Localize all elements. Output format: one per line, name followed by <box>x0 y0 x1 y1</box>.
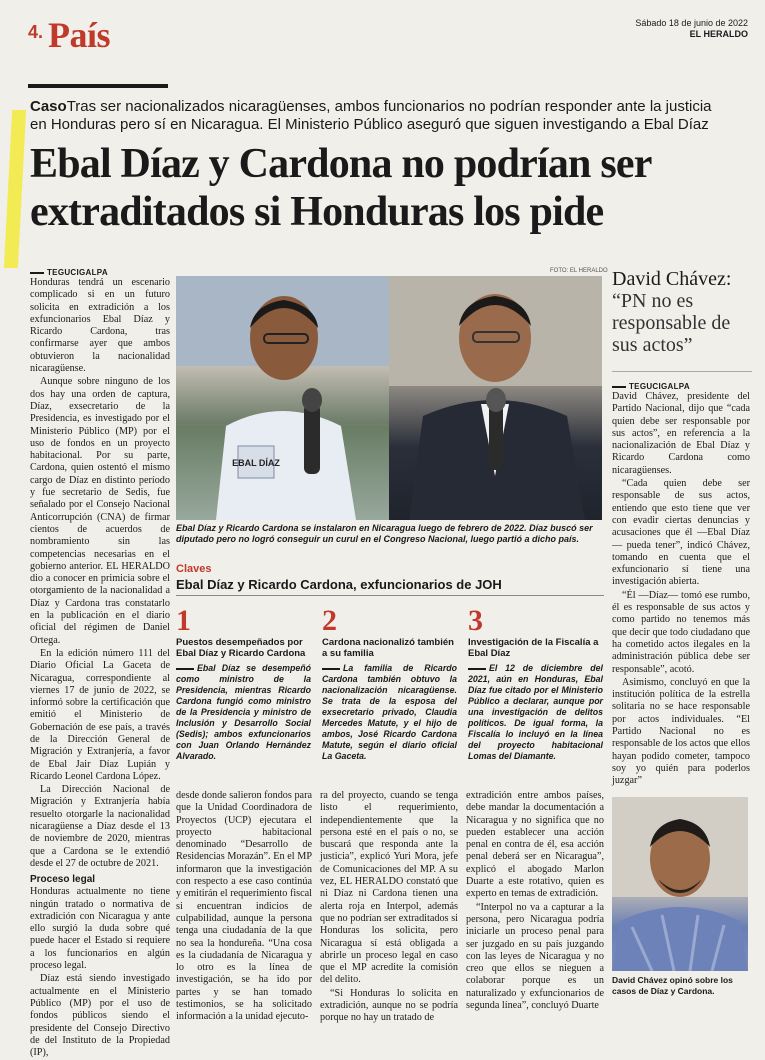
header-rule <box>28 84 168 88</box>
article-column-2 <box>176 790 312 1025</box>
clave-body: La familia de Ricardo Cardona también obtuvo la nacionalización nicaragüense. Se trata de la esposa del exsecretario privado, Claudia Mercedes Matute, y el hijo de ambos, José Ricardo Cardona Matute, según el diario oficial La Gaceta. <box>322 663 457 761</box>
clave-heading: Puestos desempeñados por Ebal Díaz y Ricardo Cardona <box>176 637 306 659</box>
photo-ricardo-cardona-illustration <box>389 276 602 520</box>
sidebar-name: David Chávez: <box>612 268 732 290</box>
paragraph: “Interpol no va a capturar a la persona, pero Nicaragua podría iniciarle un proceso penal para ser juzgado en su país juzgando con las leyes de Nicaragua y no creo que ellos se nieguen a colaborar porque es un naturalizado y exfuncionarios de segunda línea”, concluyó Duarte <box>466 901 604 1012</box>
clave-number: 1 <box>176 604 191 637</box>
shirt-logo-text: EBAL DÍAZ <box>232 458 280 468</box>
clave-item-3 <box>468 606 603 762</box>
paragraph: Honduras tendrá un escenario complicado si en un futuro solicita en extradición a los exfuncionarios Ebal Díaz y Ricardo Cardona, tras confirmarse ayer que ambos obtuvieron la nacionalidad nicaragüense. <box>30 277 170 375</box>
photo-ebal-diaz-illustration <box>176 276 389 520</box>
sidebar-headline <box>612 268 752 356</box>
page-header <box>28 10 748 60</box>
claves-title: Ebal Díaz y Ricardo Cardona, exfuncionarios de JOH <box>176 577 502 592</box>
paper-name: EL HERALDO <box>689 29 748 39</box>
paragraph: ra del proyecto, cuando se tenga listo el requerimiento, independientemente que la persona esté en el país o no, se buscará que responda ante la justicia”, explicó Yuri Mora, jefe de Comunicaciones del MP. A su vez, EL HERALDO constató que ni Díaz ni Cardona tienen una alerta roja en Interpol, además que no podrían ser extraditados si Honduras los solicita, pero Nicaragua sí está obligada a abrirle un proceso legal en caso que el MP acredite la comisión del delito. <box>320 790 458 986</box>
paragraph: desde donde salieron fondos para que la Unidad Coordinadora de Proyectos (UCP) ejecutara el proyecto habitacional denominado “Desarrollo de Residencias Morazán”. En el MP informaron que la investigación con respecto a ese caso continúa y emitirán el requerimiento fiscal si encuentran indicios de culpabilidad, aunque la persona tenga una ciudadanía de la que no sea la hondureña. “Una cosa es la ciudadanía de Nicaragua y lo otro es la línea de investigación, se ha ido por partes y se han tomado testimonios, se ha solicitado información a la unidad ejecuto- <box>176 790 312 1023</box>
placeline: TEGUCIGALPA <box>30 268 170 277</box>
clave-body: El 12 de diciembre del 2021, aún en Honduras, Ebal Díaz fue citado por el Ministerio Público a declarar, aunque por una investigación de delitos políticos. De igual forma, la Fiscalía lo incluyó en la línea del proyecto habitacional Lomas del Diamante. <box>468 663 603 761</box>
sidebar-quote: “PN no es responsable de sus actos” <box>612 290 731 356</box>
article-deck <box>30 98 730 134</box>
paragraph: Asimismo, concluyó en que la institución política de la estrella solitaria no se hace responsable por actos individuales. “El Partido Nacional no es responsable de los actos que ellos hayan podido cometer, tampoco soy yo quién para poderlos juzgar” <box>612 676 750 787</box>
paragraph: Honduras actualmente no tiene ningún tratado o normativa de extradición con Nicaragua y ante ello surgió la duda sobre qué puede hacer el Estado si requiere a los funcionarios en algún proceso legal. <box>30 886 170 972</box>
sidebar-placeline: TEGUCIGALPA <box>612 382 750 391</box>
photo-caption: Ebal Díaz y Ricardo Cardona se instalaron en Nicaragua luego de febrero de 2022. Díaz buscó ser diputado pero no logró conseguir un curul en el Congreso Nacional, luego partió a dicho país. <box>176 523 593 544</box>
paragraph: Díaz está siendo investigado actualmente en el Ministerio Público (MP) por el uso de fondos públicos siendo el presidente del Consejo Directivo de del Instituto de la Propiedad (IP), <box>30 973 170 1059</box>
paragraph: “Cada quien debe ser responsable de sus actos, entiendo que esto tiene que ver con evadir ciertas denuncias y acusaciones que él —Ebal Díaz— pueda tener”, indicó Chávez, tomando en cuenta que el exfuncionario sí tiene una investigación abierta. <box>612 478 750 588</box>
claves-label: Claves <box>176 563 212 575</box>
photo-ricardo-cardona <box>389 276 602 520</box>
article-column-3 <box>320 790 458 1026</box>
highlighter-mark <box>4 110 26 268</box>
paragraph: extradición entre ambos países, debe mandar la documentación a Nicaragua y no significa que no pueden establecer una acción penal en contra de él, esa acción penal deberá ser en Nicaragua”, explicó el abogado Marlon Duarte a este rotativo, quien es experto en temas de extradición. <box>466 790 604 900</box>
paragraph: David Chávez, presidente del Partido Nacional, dijo que “cada quien debe ser responsable por sus actos”, en referencia a la nacionalización de Ebal Díaz y Ricardo Cardona como nicaragüenses. <box>612 391 750 476</box>
paragraph: “Si Honduras lo solicita en extradición, aunque no se podría porque no hay un tratado de <box>320 987 458 1024</box>
sidebar-divider <box>612 371 752 372</box>
paragraph: La Dirección Nacional de Migración y Extranjería había resuelto otorgarle la nacionalidad nicaragüense a Díaz desde el 13 de noviembre de 2020, mientras que a Cardona se le extendió desde el 27 de octubre de 2021. <box>30 784 170 869</box>
clave-number: 3 <box>468 604 483 637</box>
claves-rule <box>176 595 604 596</box>
photo-credit: FOTO: EL HERALDO <box>550 268 608 274</box>
headline: Ebal Díaz y Cardona no podrían ser extraditados si Honduras los pide <box>30 141 651 235</box>
clave-item-2 <box>322 606 457 762</box>
dateline <box>635 18 748 40</box>
section-title: País <box>48 15 111 55</box>
paragraph: En la edición número 111 del Diario Oficial La Gaceta de Nicaragua, correspondiente al viernes 17 de junio de 2022, se informó sobre la certificación que emitió el Ministerio de Gobernación de ese país, a través de la Dirección General de Migración y Extranjería, a favor de Ebal Jair Díaz Lupián y Ricardo Leonel Cardona López. <box>30 647 170 782</box>
sidebar-body <box>612 382 750 789</box>
photo-david-chavez <box>612 797 748 971</box>
page-number: 4. <box>28 22 44 42</box>
sidebar-photo-caption: David Chávez opinó sobre los casos de Díaz y Cardona. <box>612 975 733 996</box>
clave-number: 2 <box>322 604 337 637</box>
subhead: Proceso legal <box>30 874 96 886</box>
clave-body: Ebal Díaz se desempeñó como ministro de la Presidencia, mientras Ricardo Cardona fungió como ministro de la Presidencia y ministro de Inclusión y Desarrollo Social (Sedis); ambos exfuncionarios con Juan Orlando Hernández Alvarado. <box>176 663 311 761</box>
clave-item-1 <box>176 606 311 762</box>
deck-label: Caso <box>30 98 67 115</box>
article-column-4 <box>466 790 604 1013</box>
photo-ebal-diaz <box>176 276 389 520</box>
deck-text: Tras ser nacionalizados nicaragüenses, ambos funcionarios no podrían responder ante la justicia en Honduras pero sí en Nicaragua. El Ministerio Público aseguró que siguen investigando a Ebal Díaz <box>30 98 712 133</box>
article-column-1 <box>30 268 170 1060</box>
photo-david-chavez-illustration <box>612 797 748 971</box>
clave-heading: Investigación de la Fiscalía a Ebal Díaz <box>468 637 599 659</box>
paragraph: “Él —Díaz— tomó ese rumbo, él es responsable de sus actos y como partido no tenemos más que decir que todo ciudadano que ha cometido actos ilegales en la administración pública debe ser responsable”, acotó. <box>612 589 750 675</box>
paragraph: Aunque sobre ninguno de los dos hay una orden de captura, Díaz, exsecretario de la Presidencia, es investigado por el Ministerio Público (MP) por el uso de fondos en un proyecto habitacional. Por su parte, Cardona, quien ostentó el mismo cargo de Díaz en distinto período y fue secretario de Sedis, fue señalado por el Consejo Nacional Anticorrupción (CNA) de firmar cientos de acuerdos de nombramiento sin las competencias necesarias en el gobierno anterior. EL HERALDO dio a conocer en primicia sobre el otorgamiento de la nacionalidad a Díaz y Cardona tras constatarlo en la publicación en el diario oficial del régimen de Daniel Ortega. <box>30 376 170 646</box>
date-text: Sábado 18 de junio de 2022 <box>635 18 748 28</box>
clave-heading: Cardona nacionalizó también a su familia <box>322 637 454 659</box>
